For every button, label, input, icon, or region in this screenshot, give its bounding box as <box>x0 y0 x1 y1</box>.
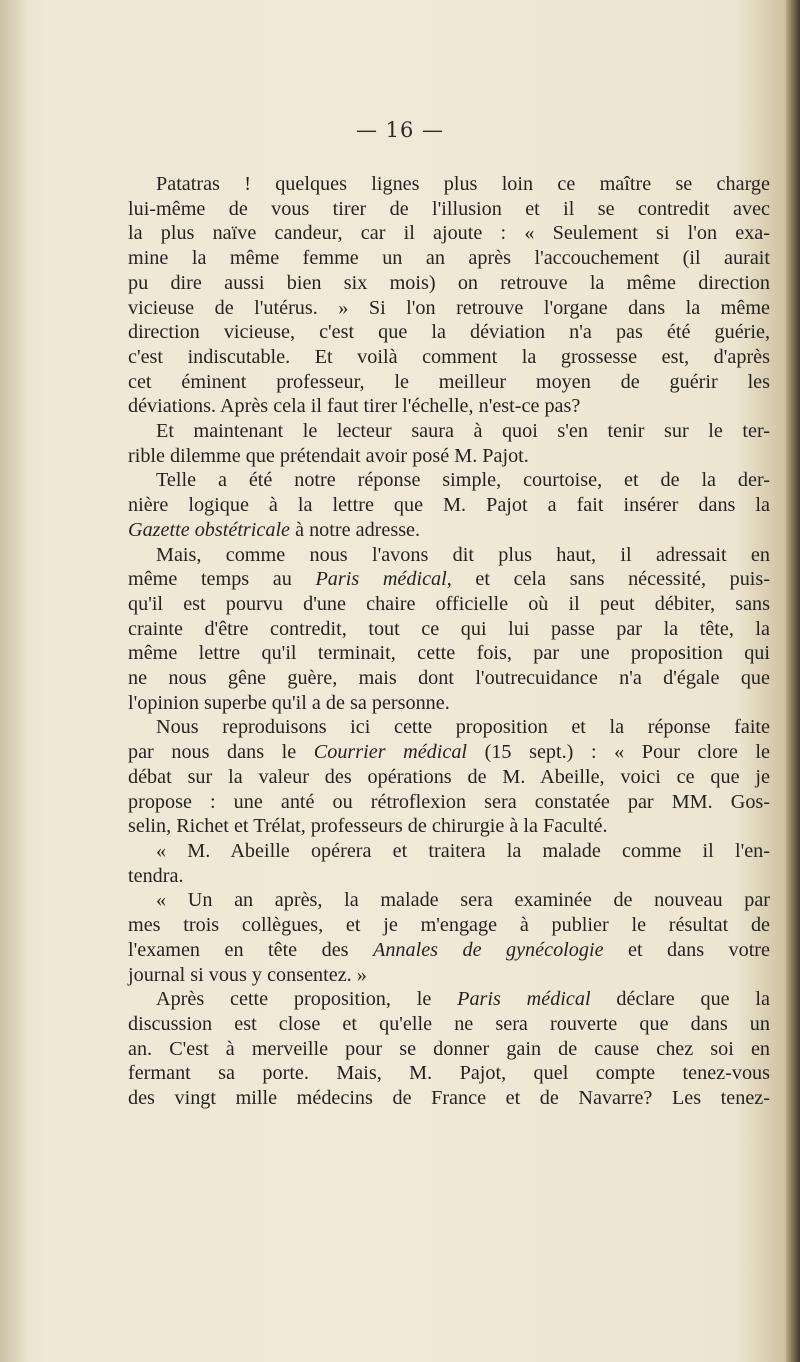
body-text <box>128 172 770 1111</box>
text-line: rible dilemme que prétendait avoir posé M. Pajot. <box>128 444 529 467</box>
text-line: Mais, comme nous l'avons dit plus haut, il adressait en <box>156 543 770 566</box>
text-line: selin, Richet et Trélat, professeurs de chirurgie à la Faculté. <box>128 815 608 838</box>
text-line: des vingt mille médecins de France et de Navarre? Les tenez- <box>128 1087 770 1110</box>
text-line: qu'il est pourvu d'une chaire officielle où il peut débiter, sans <box>128 592 770 615</box>
text-line: Telle a été notre réponse simple, courtoise, et de la der- <box>156 469 770 492</box>
text-line: Après cette proposition, le Paris médical déclare que la <box>156 988 770 1011</box>
text-line: mine la même femme un an après l'accouchement (il aurait <box>128 247 770 270</box>
text-line: tendra. <box>128 864 184 887</box>
text-line: « M. Abeille opérera et traitera la malade comme il l'en- <box>156 839 770 862</box>
text-line: direction vicieuse, c'est que la déviation n'a pas été guérie, <box>128 321 770 344</box>
text-line: journal si vous y consentez. » <box>128 963 367 986</box>
text-line: vicieuse de l'utérus. » Si l'on retrouve l'organe dans la même <box>128 296 770 319</box>
text-line: propose : une anté ou rétroflexion sera constatée par MM. Gos- <box>128 790 770 813</box>
text-line: Et maintenant le lecteur saura à quoi s'en tenir sur le ter- <box>156 420 770 443</box>
text-line: « Un an après, la malade sera examinée de nouveau par <box>156 889 770 912</box>
text-line: ne nous gêne guère, mais dont l'outrecuidance n'a d'égale que <box>128 667 770 690</box>
text-line: an. C'est à merveille pour se donner gain de cause chez soi en <box>128 1037 770 1060</box>
page-number: — 16 — <box>355 118 445 142</box>
text-line: fermant sa porte. Mais, M. Pajot, quel compte tenez-vous <box>128 1062 770 1085</box>
text-line: discussion est close et qu'elle ne sera rouverte que dans un <box>128 1012 770 1035</box>
text-line: c'est indiscutable. Et voilà comment la grossesse est, d'après <box>128 345 770 368</box>
page-gutter-shadow <box>0 0 30 1362</box>
text-line: déviations. Après cela il faut tirer l'échelle, n'est-ce pas? <box>128 395 581 418</box>
text-line: par nous dans le Courrier médical (15 sept.) : « Pour clore le <box>128 741 770 764</box>
paragraph <box>128 888 770 987</box>
text-line-with-italic-title: Gazette obstétricale à notre adresse. <box>128 518 421 541</box>
paragraph <box>128 172 770 419</box>
paragraph <box>128 419 770 468</box>
text-line: l'opinion superbe qu'il a de sa personne. <box>128 691 450 714</box>
text-line: même lettre qu'il terminait, cette fois, par une proposition qui <box>128 642 770 665</box>
text-line: cet éminent professeur, le meilleur moyen de guérir les <box>128 370 770 393</box>
paragraph <box>128 715 770 839</box>
paragraph <box>128 839 770 888</box>
paragraph <box>128 987 770 1111</box>
text-line: Patatras ! quelques lignes plus loin ce maître se charge <box>156 173 770 195</box>
text-line: crainte d'être contredit, tout ce qui lui passe par la tête, la <box>128 617 770 640</box>
text-line: la plus naïve candeur, car il ajoute : « Seulement si l'on exa- <box>128 222 770 245</box>
text-line: même temps au Paris médical, et cela sans nécessité, puis- <box>128 568 770 591</box>
text-line: débat sur la valeur des opérations de M. Abeille, voici ce que je <box>128 765 770 788</box>
book-edge <box>786 0 800 1362</box>
text-line: nière logique à la lettre que M. Pajot a fait insérer dans la <box>128 494 770 517</box>
text-line: mes trois collègues, et je m'engage à publier le résultat de <box>128 914 770 937</box>
paragraph <box>128 543 770 716</box>
text-line: l'examen en tête des Annales de gynécologie et dans votre <box>128 938 770 961</box>
text-line: lui-même de vous tirer de l'illusion et il se contredit avec <box>128 197 770 220</box>
text-line: pu dire aussi bien six mois) on retrouve la même direction <box>128 271 770 294</box>
paragraph <box>128 468 770 542</box>
text-line: Nous reproduisons ici cette proposition et la réponse faite <box>156 716 770 739</box>
